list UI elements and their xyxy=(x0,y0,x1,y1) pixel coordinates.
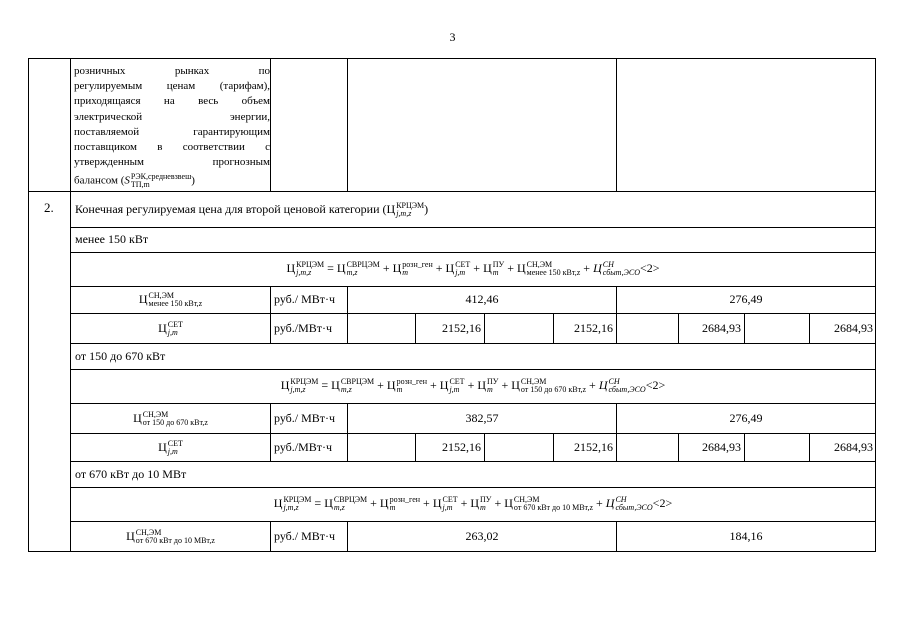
intro-description xyxy=(74,64,270,189)
intro-last-prefix: балансом ( xyxy=(74,174,125,187)
intro-line: розничных рынках по xyxy=(74,65,270,77)
intro-symbol-sup: РЭК,средневзвеш xyxy=(130,172,192,182)
section-number-cell xyxy=(28,191,71,552)
sn-label: Ц СН,ЭМ от 150 до 670 кВт,z xyxy=(133,410,208,428)
sn-value-2: 276,49 xyxy=(729,411,763,425)
set-value: 2152,16 xyxy=(574,321,613,335)
group-label: от 670 кВт до 10 МВт xyxy=(75,467,187,481)
set-blank-cell xyxy=(484,433,554,462)
unit-label: руб./МВт·ч xyxy=(274,440,333,454)
intro-last-line xyxy=(74,173,270,189)
sn-value-1: 263,02 xyxy=(465,529,499,543)
sn-value-1: 412,46 xyxy=(465,292,499,306)
section-number: 2. xyxy=(44,200,54,215)
set-blank-cell xyxy=(616,313,679,344)
intro-line: поставляемой гарантирующим xyxy=(74,125,270,138)
sn-value-1: 382,57 xyxy=(465,411,499,425)
sn-label: Ц СН,ЭМ от 670 кВт до 10 МВт,z xyxy=(126,528,215,546)
set-value: 2684,93 xyxy=(834,440,873,454)
section-title: Конечная регулируемая цена для второй ценовой категории (Ц КРЦЭМ j,m,z ) xyxy=(75,201,429,219)
intro-line: утвержденным прогнозным xyxy=(74,156,270,169)
set-value: 2684,93 xyxy=(834,321,873,335)
intro-symbol: S xyxy=(124,174,130,187)
intro-line: приходящаяся на весь объем xyxy=(74,95,270,108)
set-blank-cell xyxy=(347,433,416,462)
group-label-row xyxy=(70,227,876,253)
formula: Ц КРЦЭМ j,m,z = Ц СВРЦЭМ m,z + Ц розн_ген m + Ц СЕТ j,m + Ц ПУ m + Ц СН,ЭМ от 670 кВт до 10 МВт,z + Ц СН сбыт,ЭСО <2> xyxy=(273,495,673,513)
set-value: 2684,93 xyxy=(702,440,741,454)
set-blank-cell xyxy=(744,313,810,344)
sn-value-2: 276,49 xyxy=(729,292,763,306)
set-value: 2152,16 xyxy=(442,321,481,335)
top-row-number-cell xyxy=(28,58,71,192)
page-number: 3 xyxy=(449,30,456,44)
unit-label: руб./ МВт·ч xyxy=(274,292,336,306)
unit-label: руб./ МВт·ч xyxy=(274,529,336,543)
sn-value-2: 184,16 xyxy=(729,529,763,543)
unit-label: руб./ МВт·ч xyxy=(274,411,336,425)
set-value: 2684,93 xyxy=(702,321,741,335)
formula: Ц КРЦЭМ j,m,z = Ц СВРЦЭМ m,z + Ц розн_ген m + Ц СЕТ j,m + Ц ПУ m + Ц СН,ЭМ менее 150 кВт,z + Ц СН сбыт,ЭСО <2> xyxy=(286,260,660,278)
intro-line: поставщиком в соответствии с xyxy=(74,141,270,154)
group-label-row xyxy=(70,343,876,370)
sn-label: Ц СН,ЭМ менее 150 кВт,z xyxy=(138,291,203,309)
set-blank-cell xyxy=(347,313,416,344)
set-value: 2152,16 xyxy=(442,440,481,454)
top-row-value-cell-1 xyxy=(347,58,617,192)
group-label-row xyxy=(70,461,876,488)
set-blank-cell xyxy=(616,433,679,462)
set-label: Ц СЕТ j,m xyxy=(158,439,183,457)
intro-symbol-sub: ТП,m xyxy=(130,180,150,190)
intro-line: регулируемым ценам (тарифам), xyxy=(74,80,270,93)
set-value: 2152,16 xyxy=(574,440,613,454)
set-label: Ц СЕТ j,m xyxy=(158,320,183,338)
set-blank-cell xyxy=(484,313,554,344)
top-row-unit-cell xyxy=(270,58,348,192)
intro-line: электрической энергии, xyxy=(74,110,270,123)
intro-last-suffix: ) xyxy=(191,174,195,187)
group-label: менее 150 кВт xyxy=(75,232,149,246)
unit-label: руб./МВт·ч xyxy=(274,321,333,335)
set-blank-cell xyxy=(744,433,810,462)
formula: Ц КРЦЭМ j,m,z = Ц СВРЦЭМ m,z + Ц розн_ген m + Ц СЕТ j,m + Ц ПУ m + Ц СН,ЭМ от 150 до 670 кВт,z + Ц СН сбыт,ЭСО <2> xyxy=(280,377,666,395)
top-row-value-cell-2 xyxy=(616,58,876,192)
group-label: от 150 до 670 кВт xyxy=(75,349,166,363)
